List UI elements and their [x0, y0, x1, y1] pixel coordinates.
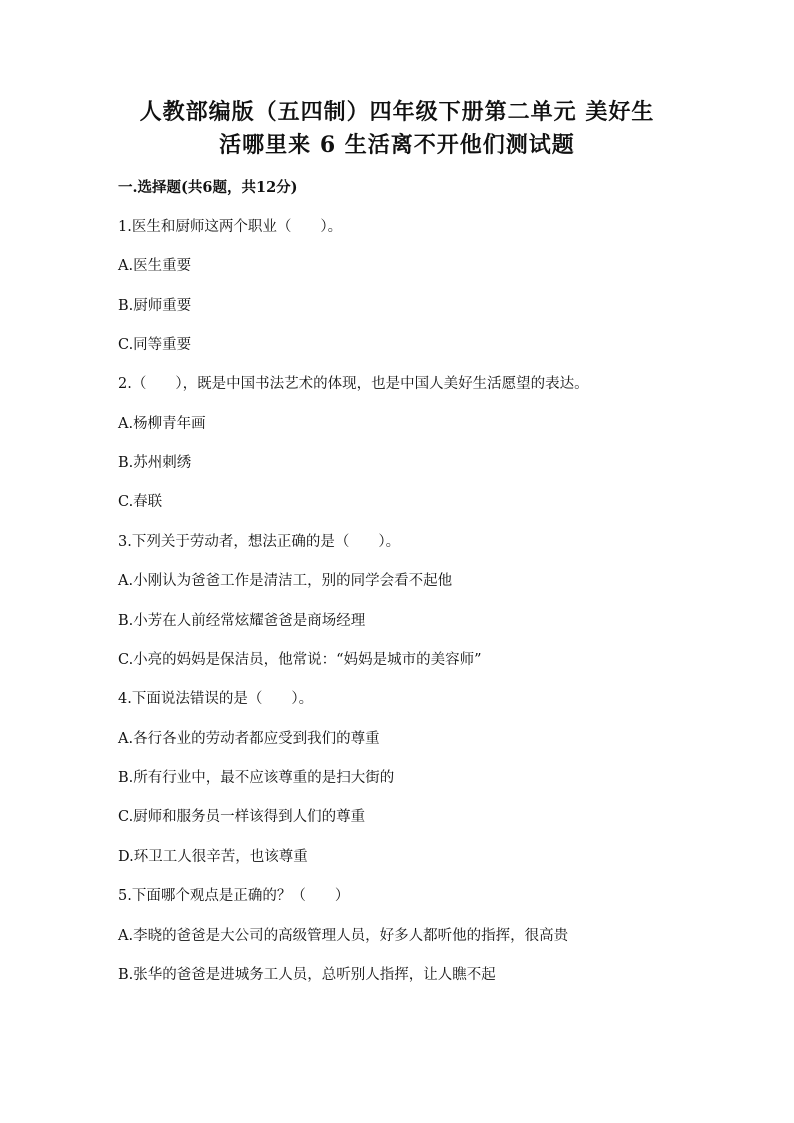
question-1-option-a: A.医生重要	[118, 258, 192, 274]
question-5-stem: 5.下面哪个观点是正确的？（ ）	[118, 888, 350, 904]
question-2-option-b: B.苏州刺绣	[118, 455, 192, 471]
question-3-stem: 3.下列关于劳动者，想法正确的是（ ）。	[118, 534, 401, 550]
document-title-line-2: 活哪里来 6 生活离不开他们测试题	[219, 132, 575, 158]
question-4-option-d: D.环卫工人很辛苦，也该尊重	[118, 849, 308, 865]
question-5-option-b: B.张华的爸爸是进城务工人员，总听别人指挥，让人瞧不起	[118, 967, 496, 983]
question-4-option-b: B.所有行业中，最不应该尊重的是扫大街的	[118, 770, 395, 786]
question-4-option-c: C.厨师和服务员一样该得到人们的尊重	[118, 809, 366, 825]
question-3-option-c: C.小亮的妈妈是保洁员，他常说：“妈妈是城市的美容师”	[118, 652, 482, 668]
question-5-option-a: A.李晓的爸爸是大公司的高级管理人员，好多人都听他的指挥，很高贵	[118, 928, 569, 944]
question-2-stem: 2.（ ），既是中国书法艺术的体现，也是中国人美好生活愿望的表达。	[118, 376, 589, 392]
question-3-option-b: B.小芳在人前经常炫耀爸爸是商场经理	[118, 613, 366, 629]
section-heading: 一.选择题(共6题，共12分)	[118, 179, 298, 196]
question-2-option-c: C.春联	[118, 494, 163, 510]
question-4-stem: 4.下面说法错误的是（ ）。	[118, 691, 314, 707]
question-1-stem: 1.医生和厨师这两个职业（ ）。	[118, 219, 343, 235]
document-title-line-1: 人教部编版（五四制）四年级下册第二单元 美好生	[139, 99, 655, 125]
question-1-option-c: C.同等重要	[118, 337, 192, 353]
question-3-option-a: A.小刚认为爸爸工作是清洁工，别的同学会看不起他	[118, 573, 453, 589]
question-4-option-a: A.各行各业的劳动者都应受到我们的尊重	[118, 731, 380, 747]
question-2-option-a: A.杨柳青年画	[118, 416, 206, 432]
question-1-option-b: B.厨师重要	[118, 298, 192, 314]
